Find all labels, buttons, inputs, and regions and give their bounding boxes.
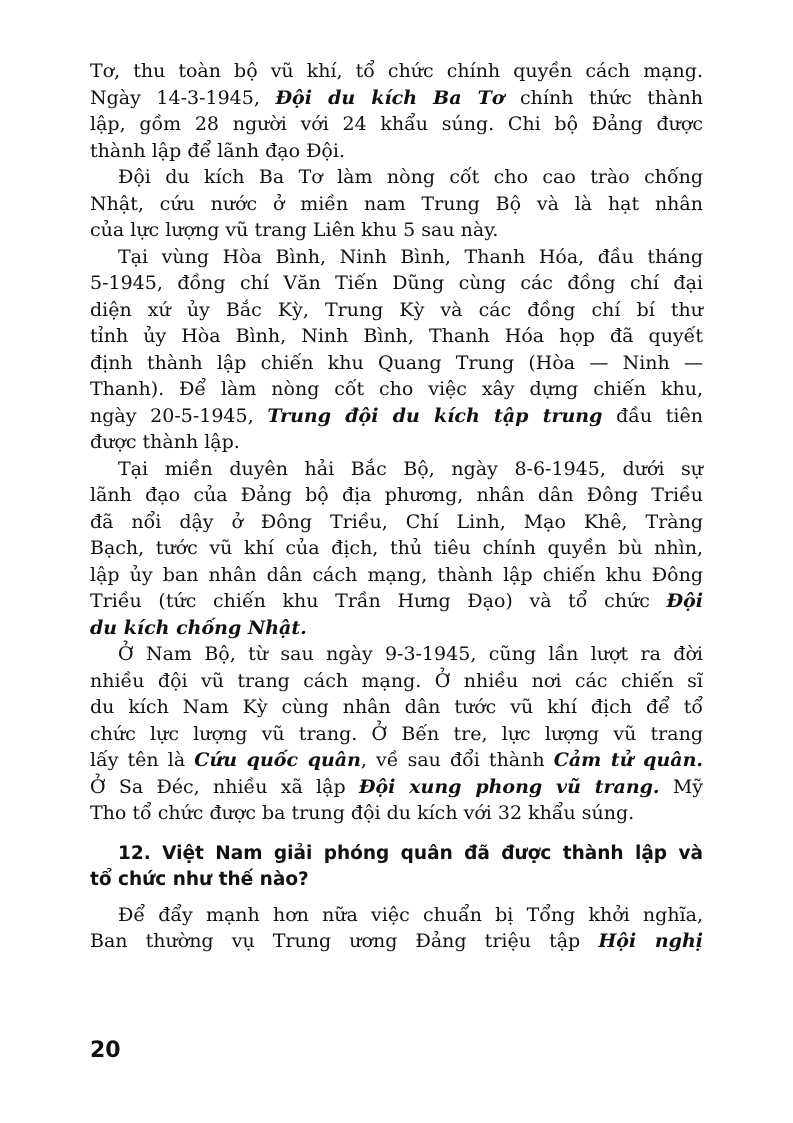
- text-run: Ngày 14-3-1945,: [90, 86, 276, 109]
- text-line: [90, 376, 703, 403]
- text-run: 12. Việt Nam giải phóng quân đã được thành lập và: [118, 842, 703, 864]
- text-line: [90, 482, 703, 509]
- section-heading-12: [90, 841, 703, 894]
- text-run: du kích Nam Kỳ cùng nhân dân tước vũ khí địch để tổ: [90, 696, 703, 718]
- italic-title: Đội du kích Ba Tơ: [275, 86, 505, 109]
- text-line: [90, 928, 703, 955]
- text-run: Mỹ: [659, 775, 704, 798]
- page-body: [90, 58, 703, 955]
- text-run: chức lực lượng vũ trang. Ở Bến tre, lực lượng vũ trang: [90, 722, 703, 745]
- text-run: ngày 20-5-1945,: [90, 404, 268, 427]
- text-line: [90, 535, 703, 562]
- text-run: diện xứ ủy Bắc Kỳ, Trung Kỳ và các đồng chí bí thư: [90, 298, 703, 321]
- text-line: [90, 85, 703, 112]
- text-line: [90, 867, 703, 894]
- text-run: Tơ, thu toàn bộ vũ khí, tổ chức chính quyền cách mạng.: [90, 60, 703, 82]
- page-number: 20: [90, 1038, 121, 1063]
- text-run: Thanh). Để làm nòng cốt cho việc xây dựng chiến khu,: [90, 378, 703, 400]
- text-line: [90, 244, 703, 271]
- text-run: lập, gồm 28 người với 24 khẩu súng. Chi bộ Đảng được: [90, 113, 703, 135]
- text-line: [90, 841, 703, 868]
- text-line: [90, 615, 703, 642]
- text-line: [90, 138, 703, 165]
- text-line: [90, 774, 703, 801]
- text-line: [90, 800, 703, 827]
- italic-title: Cứu quốc quân: [194, 749, 361, 771]
- text-run: thành lập để lãnh đạo Đội.: [90, 139, 345, 162]
- paragraph-answer-12: [90, 902, 703, 955]
- text-line: [90, 111, 703, 138]
- text-run: Ở Nam Bộ, từ sau ngày 9-3-1945, cũng lần lượt ra đời: [118, 643, 703, 665]
- italic-title: Trung đội du kích tập trung: [267, 404, 603, 427]
- paragraph-nam-bo: [90, 641, 703, 827]
- italic-title: du kích chống Nhật.: [90, 616, 307, 639]
- text-line: [90, 694, 703, 721]
- text-line: [90, 350, 703, 377]
- text-line: [90, 217, 703, 244]
- text-run: Đội du kích Ba Tơ làm nòng cốt cho cao trào chống: [118, 166, 703, 188]
- text-line: [90, 429, 703, 456]
- text-line: [90, 403, 703, 430]
- text-line: [90, 191, 703, 218]
- text-line: [90, 668, 703, 695]
- text-line: [90, 58, 703, 85]
- text-run: Nhật, cứu nước ở miền nam Trung Bộ và là hạt nhân: [90, 192, 703, 215]
- text-line: [90, 588, 703, 615]
- text-line: [90, 270, 703, 297]
- text-run: chính thức thành: [504, 86, 703, 109]
- text-line: [90, 562, 703, 589]
- text-run: Tho tổ chức được ba trung đội du kích với 32 khẩu súng.: [90, 802, 635, 824]
- italic-title: Đội: [666, 590, 703, 612]
- text-run: lấy tên là: [90, 749, 195, 771]
- text-run: tổ chức như thế nào?: [90, 869, 309, 890]
- text-run: Tại miền duyên hải Bắc Bộ, ngày 8-6-1945, dưới sự: [118, 457, 703, 480]
- text-run: nhiều đội vũ trang cách mạng. Ở nhiều nơi các chiến sĩ: [90, 669, 703, 692]
- text-run: tỉnh ủy Hòa Bình, Ninh Bình, Thanh Hóa họp đã quyết: [90, 325, 703, 347]
- text-run: đầu tiên: [602, 404, 703, 427]
- text-line: [90, 747, 703, 774]
- text-run: được thành lập.: [90, 431, 240, 453]
- text-run: Bạch, tước vũ khí của địch, thủ tiêu chính quyền bù nhìn,: [90, 537, 703, 559]
- text-run: Ở Sa Đéc, nhiều xã lập: [90, 775, 359, 798]
- text-run: 5-1945, đồng chí Văn Tiến Dũng cùng các đồng chí đại: [90, 272, 703, 294]
- text-line: [90, 164, 703, 191]
- paragraph-quang-trung: [90, 244, 703, 456]
- text-line: [90, 509, 703, 536]
- text-run: Tại vùng Hòa Bình, Ninh Bình, Thanh Hóa, đầu tháng: [118, 245, 703, 268]
- text-line: [90, 456, 703, 483]
- italic-title: Hội nghị: [598, 930, 703, 952]
- paragraph-ba-to-role: [90, 164, 703, 244]
- italic-title: Đội xung phong vũ trang.: [358, 775, 660, 798]
- text-run: Triều (tức chiến khu Trần Hưng Đạo) và tổ chức: [90, 590, 667, 612]
- text-line: [90, 297, 703, 324]
- text-run: lãnh đạo của Đảng bộ địa phương, nhân dân Đông Triều: [90, 484, 703, 506]
- paragraph-dong-trieu: [90, 456, 703, 642]
- text-run: , về sau đổi thành: [360, 749, 554, 771]
- paragraph-ba-to-founding: [90, 58, 703, 164]
- text-run: Để đẩy mạnh hơn nữa việc chuẩn bị Tổng khởi nghĩa,: [118, 903, 703, 926]
- text-run: lập ủy ban nhân dân cách mạng, thành lập chiến khu Đông: [90, 563, 703, 586]
- text-run: đã nổi dậy ở Đông Triều, Chí Linh, Mạo Khê, Tràng: [90, 510, 703, 533]
- text-line: [90, 641, 703, 668]
- text-run: định thành lập chiến khu Quang Trung (Hòa — Ninh —: [90, 351, 703, 374]
- italic-title: Cảm tử quân.: [553, 749, 704, 771]
- text-run: của lực lượng vũ trang Liên khu 5 sau này.: [90, 219, 499, 241]
- text-line: [90, 323, 703, 350]
- text-line: [90, 721, 703, 748]
- text-run: Ban thường vụ Trung ương Đảng triệu tập: [90, 930, 599, 952]
- text-line: [90, 902, 703, 929]
